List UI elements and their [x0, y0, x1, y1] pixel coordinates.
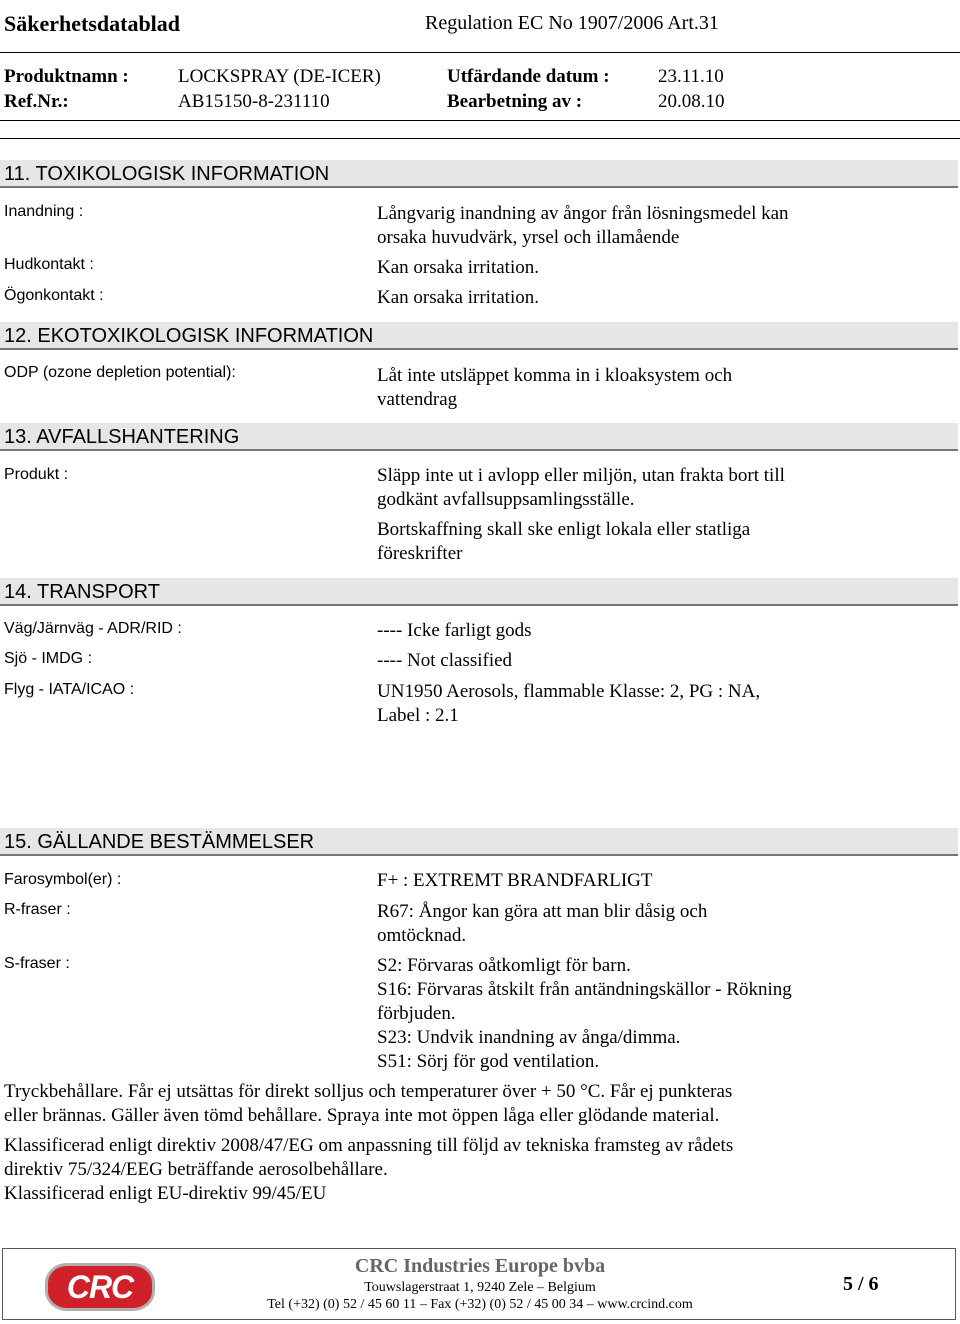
regulation-reference: Regulation EC No 1907/2006 Art.31: [425, 12, 719, 34]
air-iata-text-line-2: Label : 2.1: [377, 705, 459, 726]
s-phrases-line-3: förbjuden.: [377, 1003, 456, 1024]
air-iata-label: Flyg - IATA/ICAO :: [4, 681, 135, 698]
disposal-text-line-3: Bortskaffning skall ske enligt lokala eller statliga: [377, 519, 751, 540]
s-phrases-line-5: S51: Sörj för god ventilation.: [377, 1051, 600, 1072]
skin-contact-text: Kan orsaka irritation.: [377, 257, 539, 278]
meta-divider-top: [0, 120, 960, 121]
disposal-text-line-1: Släpp inte ut i avlopp eller miljön, utan frakta bort till: [377, 465, 785, 486]
product-name-value: LOCKSPRAY (DE-ICER): [178, 66, 381, 87]
product-disposal-label: Produkt :: [4, 466, 69, 483]
header-divider: [0, 52, 960, 53]
classification-line-1: Klassificerad enligt direktiv 2008/47/EG om anpassning till följd av tekniska framsteg av rådets: [4, 1135, 734, 1156]
product-name-label: Produktnamn :: [4, 66, 129, 87]
section-13-heading: 13. AVFALLSHANTERING: [0, 423, 958, 451]
s-phrases-line-2: S16: Förvaras åtskilt från antändningskällor - Rökning: [377, 979, 792, 1000]
document-title: Säkerhetsdatablad: [4, 11, 181, 36]
odp-text-line-2: vattendrag: [377, 389, 458, 410]
company-contact: Tel (+32) (0) 52 / 45 60 11 – Fax (+32) (0) 52 / 45 00 34 – www.crcind.com: [267, 1297, 693, 1312]
section-11-heading: 11. TOXIKOLOGISK INFORMATION: [0, 160, 958, 188]
section-14-heading: 14. TRANSPORT: [0, 578, 958, 606]
sea-imdg-label: Sjö - IMDG :: [4, 650, 93, 667]
road-rail-label: Väg/Järnväg - ADR/RID :: [4, 620, 182, 637]
classification-line-2: direktiv 75/324/EEG beträffande aerosolbehållare.: [4, 1159, 388, 1180]
air-iata-text-line-1: UN1950 Aerosols, flammable Klasse: 2, PG : NA,: [377, 681, 761, 702]
s-phrases-line-4: S23: Undvik inandning av ånga/dimma.: [377, 1027, 681, 1048]
s-phrases-line-1: S2: Förvaras oåtkomligt för barn.: [377, 955, 631, 976]
s-phrases-label: S-fraser :: [4, 955, 70, 972]
r-phrases-label: R-fraser :: [4, 901, 71, 918]
r-phrases-line-1: R67: Ångor kan göra att man blir dåsig och: [377, 901, 708, 922]
pressure-container-line-2: eller brännas. Gäller även tömd behållare. Spraya inte mot öppen låga eller glödande material.: [4, 1105, 720, 1126]
odp-label: ODP (ozone depletion potential):: [4, 364, 236, 381]
page-number: 5 / 6: [843, 1273, 879, 1295]
hazard-symbols-label: Farosymbol(er) :: [4, 871, 122, 888]
disposal-text-line-4: föreskrifter: [377, 543, 463, 564]
odp-text-line-1: Låt inte utsläppet komma in i kloaksystem och: [377, 365, 733, 386]
pressure-container-line-1: Tryckbehållare. Får ej utsättas för direkt solljus och temperaturer över + 50 °C. Får ej punkteras: [4, 1081, 733, 1102]
company-name: CRC Industries Europe bvba: [354, 1255, 606, 1277]
edited-by-value: 20.08.10: [658, 91, 725, 112]
classification-line-3: Klassificerad enligt EU-direktiv 99/45/EU: [4, 1183, 327, 1204]
crc-logo-text: CRC: [66, 1269, 134, 1305]
ref-number-label: Ref.Nr.:: [4, 91, 69, 112]
page-footer: [2, 1248, 956, 1320]
eye-contact-label: Ögonkontakt :: [4, 287, 104, 304]
edited-by-label: Bearbetning av :: [447, 91, 583, 112]
issue-date-label: Utfärdande datum :: [447, 66, 610, 87]
road-rail-text: ---- Icke farligt gods: [377, 620, 532, 641]
section-12-heading: 12. EKOTOXIKOLOGISK INFORMATION: [0, 322, 958, 350]
meta-divider-bottom: [0, 138, 960, 139]
ref-number-value: AB15150-8-231110: [178, 91, 330, 112]
r-phrases-line-2: omtöcknad.: [377, 925, 467, 946]
hazard-symbols-text: F+ : EXTREMT BRANDFARLIGT: [377, 870, 653, 891]
inhalation-text-line-2: orsaka huvudvärk, yrsel och illamående: [377, 227, 680, 248]
sea-imdg-text: ---- Not classified: [377, 650, 513, 671]
disposal-text-line-2: godkänt avfallsuppsamlingsställe.: [377, 489, 635, 510]
company-address: Touwslagerstraat 1, 9240 Zele – Belgium: [364, 1280, 596, 1295]
skin-contact-label: Hudkontakt :: [4, 256, 94, 273]
section-15-heading: 15. GÄLLANDE BESTÄMMELSER: [0, 828, 958, 856]
inhalation-label: Inandning :: [4, 203, 84, 220]
issue-date-value: 23.11.10: [658, 66, 724, 87]
eye-contact-text: Kan orsaka irritation.: [377, 287, 539, 308]
inhalation-text-line-1: Långvarig inandning av ångor från lösningsmedel kan: [377, 203, 789, 224]
